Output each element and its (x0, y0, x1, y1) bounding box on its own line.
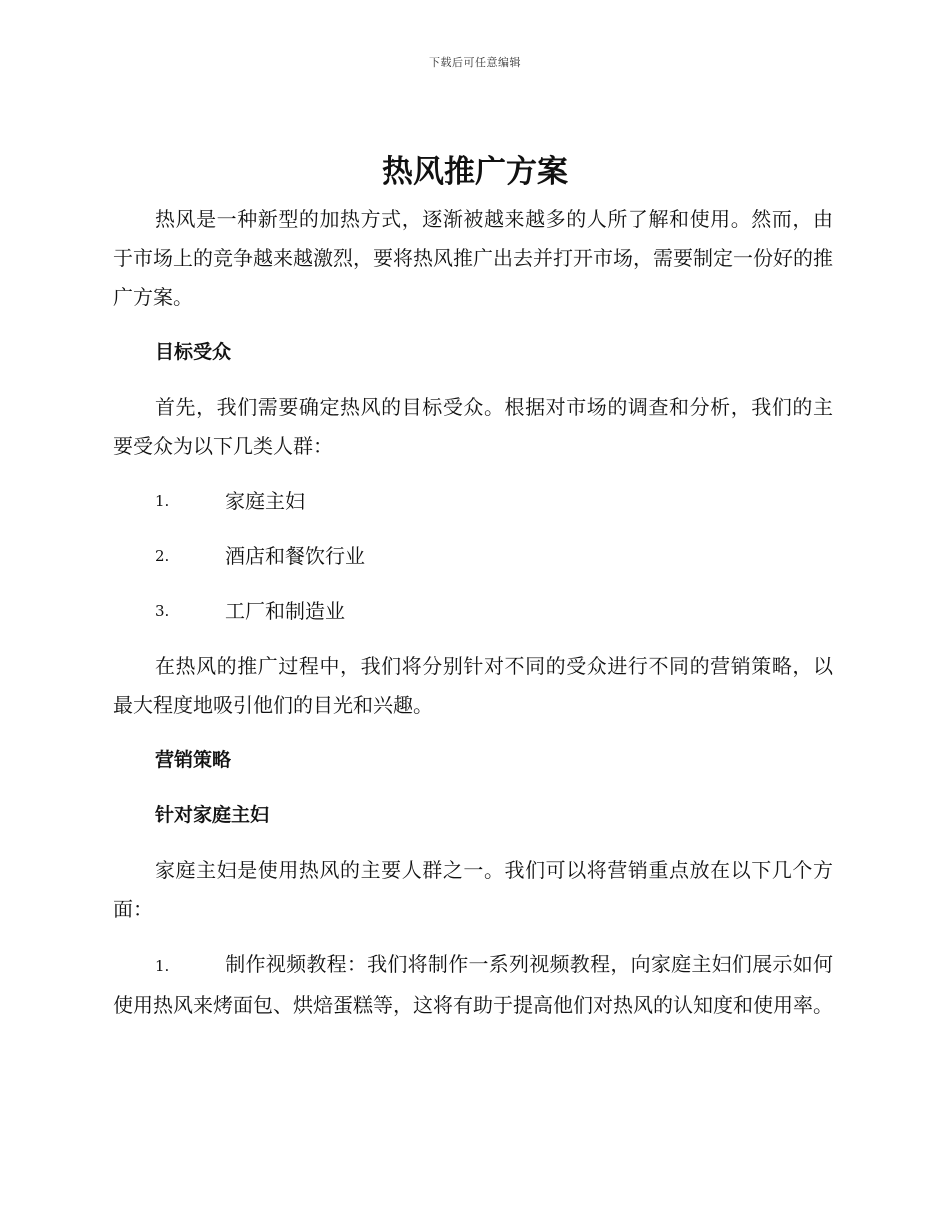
list-number: 2. (155, 547, 170, 565)
list-item-text: 酒店和餐饮行业 (225, 544, 365, 568)
section-heading-target-audience: 目标受众 (155, 341, 232, 363)
list-number: 1. (155, 492, 170, 510)
document-title: 热风推广方案 (382, 154, 568, 190)
list-item (113, 945, 833, 1025)
target-audience-closing-paragraph: 在热风的推广过程中，我们将分别针对不同的受众进行不同的营销策略，以最大程度地吸引他们的目光和兴趣。 (113, 654, 833, 717)
intro-paragraph: 热风是一种新型的加热方式，逐渐被越来越多的人所了解和使用。然而，由于市场上的竞争越来越激烈，要将热风推广出去并打开市场，需要制定一份好的推广方案。 (113, 207, 833, 309)
list-item (113, 592, 833, 631)
target-audience-paragraph: 首先，我们需要确定热风的目标受众。根据对市场的调查和分析，我们的主要受众为以下几类人群： (113, 395, 833, 458)
section-heading-marketing-strategy: 营销策略 (155, 749, 232, 771)
list-item-text: 家庭主妇 (225, 489, 305, 513)
list-item (113, 537, 833, 576)
housewives-paragraph: 家庭主妇是使用热风的主要人群之一。我们可以将营销重点放在以下几个方面： (113, 858, 833, 921)
list-item-text: 制作视频教程：我们将制作一系列视频教程，向家庭主妇们展示如何使用热风来烤面包、烘焙蛋糕等，这将有助于提高他们对热风的认知度和使用率。 (113, 952, 833, 1017)
list-number: 3. (155, 602, 170, 620)
subheading-housewives: 针对家庭主妇 (155, 804, 270, 826)
list-number: 1. (155, 957, 170, 975)
list-item (113, 482, 833, 521)
document-body (113, 200, 833, 1041)
list-item-text: 工厂和制造业 (225, 599, 345, 623)
page-header: 下载后可任意编辑 (429, 56, 521, 69)
